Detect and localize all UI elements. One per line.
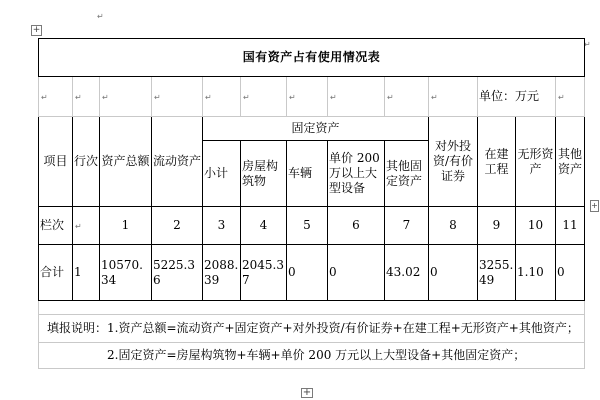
column-number-cell[interactable]: 7: [385, 207, 429, 245]
empty-cell[interactable]: ↵: [385, 77, 429, 117]
column-number-cell[interactable]: 1: [100, 207, 152, 245]
empty-cell[interactable]: ↵: [241, 77, 287, 117]
total-value-cell[interactable]: 10570.34: [100, 245, 152, 301]
header-large-equipment[interactable]: 单价 200 万以上大型设备: [328, 141, 385, 207]
header-buildings[interactable]: 房屋构筑物: [241, 141, 287, 207]
header-subtotal[interactable]: 小计: [203, 141, 241, 207]
empty-cell[interactable]: ↵: [73, 207, 100, 245]
total-value-cell[interactable]: 2045.37: [241, 245, 287, 301]
empty-cell[interactable]: ↵: [152, 77, 203, 117]
header-current-assets[interactable]: 流动资产: [152, 117, 203, 207]
asset-report-table: [38, 38, 585, 369]
column-number-cell[interactable]: 8: [429, 207, 478, 245]
empty-cell[interactable]: ↵: [556, 77, 585, 117]
total-value-cell[interactable]: 43.02: [385, 245, 429, 301]
report-title[interactable]: 国有资产占有使用情况表: [39, 39, 585, 77]
empty-cell[interactable]: ↵: [328, 77, 385, 117]
total-value-cell[interactable]: 0: [287, 245, 328, 301]
column-number-cell[interactable]: 3: [203, 207, 241, 245]
total-value-cell[interactable]: 2088.39: [203, 245, 241, 301]
header-total-assets[interactable]: 资产总额: [100, 117, 152, 207]
paragraph-mark-icon: ↵: [584, 40, 591, 49]
total-value-cell[interactable]: 5225.36: [152, 245, 203, 301]
empty-cell[interactable]: ↵: [39, 77, 73, 117]
table-resize-handle-icon[interactable]: +: [302, 387, 312, 398]
column-number-cell[interactable]: 11: [556, 207, 585, 245]
column-number-cell[interactable]: 4: [241, 207, 287, 245]
column-number-cell[interactable]: 10: [516, 207, 556, 245]
header-construction-in-progress[interactable]: 在建工程: [478, 117, 516, 207]
total-value-cell[interactable]: 0: [556, 245, 585, 301]
column-number-cell[interactable]: 5: [287, 207, 328, 245]
empty-cell[interactable]: ↵: [429, 77, 478, 117]
total-line-no[interactable]: 1: [73, 245, 100, 301]
empty-cell[interactable]: ↵: [73, 77, 100, 117]
header-other-assets[interactable]: 其他资产: [556, 117, 585, 207]
header-vehicles[interactable]: 车辆: [287, 141, 328, 207]
header-intangible-assets[interactable]: 无形资产: [516, 117, 556, 207]
header-other-fixed[interactable]: 其他固定资产: [385, 141, 429, 207]
unit-label[interactable]: 单位：万元: [478, 77, 556, 117]
filing-note-2[interactable]: 2.固定资产=房屋构筑物+车辆+单价 200 万元以上大型设备+其他固定资产；: [39, 343, 585, 369]
total-value-cell[interactable]: 0: [429, 245, 478, 301]
total-value-cell[interactable]: 0: [328, 245, 385, 301]
column-number-cell[interactable]: 6: [328, 207, 385, 245]
empty-cell[interactable]: [39, 301, 585, 315]
row-insert-handle-icon[interactable]: +: [591, 201, 598, 210]
paragraph-mark-icon: ↵: [97, 12, 104, 21]
column-number-label[interactable]: 栏次: [39, 207, 73, 245]
header-item[interactable]: 项目: [39, 117, 73, 207]
total-row-label[interactable]: 合计: [39, 245, 73, 301]
empty-cell[interactable]: ↵: [100, 77, 152, 117]
total-value-cell[interactable]: 3255.49: [478, 245, 516, 301]
total-value-cell[interactable]: 1.10: [516, 245, 556, 301]
empty-cell[interactable]: ↵: [203, 77, 241, 117]
column-number-cell[interactable]: 2: [152, 207, 203, 245]
empty-cell[interactable]: ↵: [287, 77, 328, 117]
header-fixed-assets[interactable]: 固定资产: [203, 117, 429, 141]
filing-note-1[interactable]: 填报说明：1.资产总额=流动资产+固定资产+对外投资/有价证券+在建工程+无形资产+其他资产；: [39, 315, 585, 343]
header-external-investment[interactable]: 对外投资/有价证券: [429, 117, 478, 207]
table-move-handle-icon[interactable]: +: [32, 25, 41, 35]
column-number-cell[interactable]: 9: [478, 207, 516, 245]
header-line-no[interactable]: 行次: [73, 117, 100, 207]
